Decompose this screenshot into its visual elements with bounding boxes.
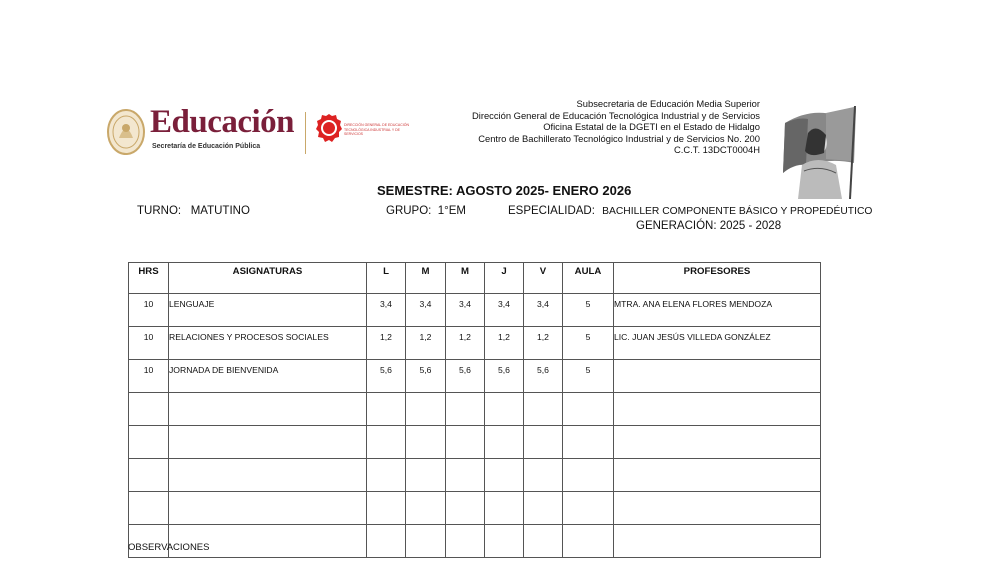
cell-profesores <box>614 360 821 393</box>
table-header-row <box>129 263 821 294</box>
cell-profesores: MTRA. ANA ELENA FLORES MENDOZA <box>614 294 821 327</box>
cell-hrs: 10 <box>129 294 169 327</box>
especialidad-label: ESPECIALIDAD: <box>508 205 595 217</box>
cell-lunes: 3,4 <box>367 294 406 327</box>
cell-hrs <box>129 492 169 525</box>
cell-viernes <box>524 525 563 558</box>
table-row <box>129 492 821 525</box>
column-header-aula: AULA <box>563 263 614 294</box>
cell-lunes: 1,2 <box>367 327 406 360</box>
cell-aula: 5 <box>563 294 614 327</box>
cell-asignaturas <box>169 459 367 492</box>
cell-aula: 5 <box>563 360 614 393</box>
grupo-value: 1°EM <box>437 205 467 217</box>
column-header-profesores: PROFESORES <box>614 263 821 294</box>
institution-header <box>472 98 760 156</box>
especialidad-field <box>508 205 872 217</box>
column-header-asignaturas: ASIGNATURAS <box>169 263 367 294</box>
cell-lunes <box>367 492 406 525</box>
cell-jueves: 3,4 <box>485 294 524 327</box>
cell-profesores <box>614 525 821 558</box>
institution-line: Dirección General de Educación Tecnológica Industrial y de Servicios <box>471 109 760 121</box>
cell-martes: 5,6 <box>406 360 446 393</box>
institution-line: Centro de Bachillerato Tecnológico Industrial y de Servicios No. 200 <box>478 132 760 144</box>
cell-martes: 3,4 <box>406 294 446 327</box>
cell-profesores: LIC. JUAN JESÚS VILLEDA GONZÁLEZ <box>614 327 821 360</box>
educacion-logo-word: Educación <box>150 104 295 140</box>
schedule-table <box>128 262 821 558</box>
cell-miercoles <box>446 459 485 492</box>
cell-miercoles <box>446 393 485 426</box>
generacion-label: GENERACIÓN: 2025 - 2028 <box>636 220 782 232</box>
cell-asignaturas: JORNADA DE BIENVENIDA <box>169 360 367 393</box>
flag-heroine-illustration <box>780 103 860 199</box>
cell-asignaturas <box>169 393 367 426</box>
logo-divider <box>305 112 306 154</box>
mexico-seal-logo <box>107 108 145 156</box>
cell-hrs <box>129 393 169 426</box>
cell-hrs: 10 <box>129 360 169 393</box>
dgeti-gear-logo <box>315 112 343 144</box>
cell-hrs <box>129 459 169 492</box>
cell-viernes <box>524 426 563 459</box>
observaciones-label: OBSERVACIONES <box>128 542 210 553</box>
table-row <box>129 360 821 393</box>
semester-label: SEMESTRE: AGOSTO 2025- ENERO 2026 <box>377 183 632 198</box>
cell-aula <box>563 492 614 525</box>
especialidad-value: BACHILLER COMPONENTE BÁSICO Y PROPEDÉUTICO <box>602 206 873 217</box>
cell-aula <box>563 426 614 459</box>
cell-miercoles <box>446 426 485 459</box>
column-header-lunes: L <box>367 263 406 294</box>
table-row <box>129 459 821 492</box>
column-header-jueves: J <box>485 263 524 294</box>
cell-miercoles <box>446 492 485 525</box>
cell-martes <box>406 525 446 558</box>
cell-asignaturas <box>169 426 367 459</box>
cell-jueves <box>485 393 524 426</box>
cell-lunes <box>367 393 406 426</box>
cell-jueves <box>485 426 524 459</box>
cell-jueves: 5,6 <box>485 360 524 393</box>
cell-profesores <box>614 459 821 492</box>
turno-label: TURNO: <box>137 205 182 217</box>
cell-lunes <box>367 525 406 558</box>
cell-asignaturas: LENGUAJE <box>169 294 367 327</box>
institution-line: Oficina Estatal de la DGETI en el Estado de Hidalgo <box>543 121 760 132</box>
cell-aula <box>563 459 614 492</box>
cell-miercoles: 1,2 <box>446 327 485 360</box>
cell-martes <box>406 492 446 525</box>
turno-field <box>137 205 250 217</box>
cell-lunes <box>367 459 406 492</box>
cell-jueves <box>485 459 524 492</box>
cell-viernes: 5,6 <box>524 360 563 393</box>
cell-hrs: 10 <box>129 327 169 360</box>
cell-viernes: 1,2 <box>524 327 563 360</box>
cell-miercoles <box>446 525 485 558</box>
table-row <box>129 393 821 426</box>
cell-lunes: 5,6 <box>367 360 406 393</box>
cell-aula <box>563 525 614 558</box>
cell-miercoles: 5,6 <box>446 360 485 393</box>
cell-jueves <box>485 492 524 525</box>
grupo-label: GRUPO: <box>386 205 432 217</box>
cell-viernes <box>524 459 563 492</box>
educacion-logo-subtitle: Secretaría de Educación Pública <box>152 143 261 150</box>
turno-value: MATUTINO <box>190 205 250 217</box>
column-header-miercoles: M <box>446 263 485 294</box>
table-row <box>129 327 821 360</box>
cell-martes <box>406 426 446 459</box>
cct-code: C.C.T. 13DCT0004H <box>674 144 760 155</box>
dgeti-logo-text: DIRECCIÓN GENERAL DE EDUCACIÓN TECNOLÓGICA INDUSTRIAL Y DE SERVICIOS <box>344 123 410 137</box>
column-header-viernes: V <box>524 263 563 294</box>
cell-aula: 5 <box>563 327 614 360</box>
cell-jueves <box>485 525 524 558</box>
cell-miercoles: 3,4 <box>446 294 485 327</box>
cell-martes <box>406 393 446 426</box>
cell-profesores <box>614 393 821 426</box>
cell-profesores <box>614 492 821 525</box>
table-row <box>129 525 821 558</box>
table-row <box>129 426 821 459</box>
cell-martes: 1,2 <box>406 327 446 360</box>
table-row <box>129 294 821 327</box>
grupo-field <box>386 205 466 217</box>
cell-hrs <box>129 426 169 459</box>
cell-asignaturas <box>169 492 367 525</box>
cell-martes <box>406 459 446 492</box>
cell-viernes: 3,4 <box>524 294 563 327</box>
cell-profesores <box>614 426 821 459</box>
cell-viernes <box>524 393 563 426</box>
cell-aula <box>563 393 614 426</box>
cell-viernes <box>524 492 563 525</box>
cell-jueves: 1,2 <box>485 327 524 360</box>
column-header-martes: M <box>406 263 446 294</box>
cell-asignaturas: RELACIONES Y PROCESOS SOCIALES <box>169 327 367 360</box>
column-header-hrs: HRS <box>129 263 169 294</box>
institution-line: Subsecretaria de Educación Media Superior <box>576 98 760 109</box>
cell-lunes <box>367 426 406 459</box>
